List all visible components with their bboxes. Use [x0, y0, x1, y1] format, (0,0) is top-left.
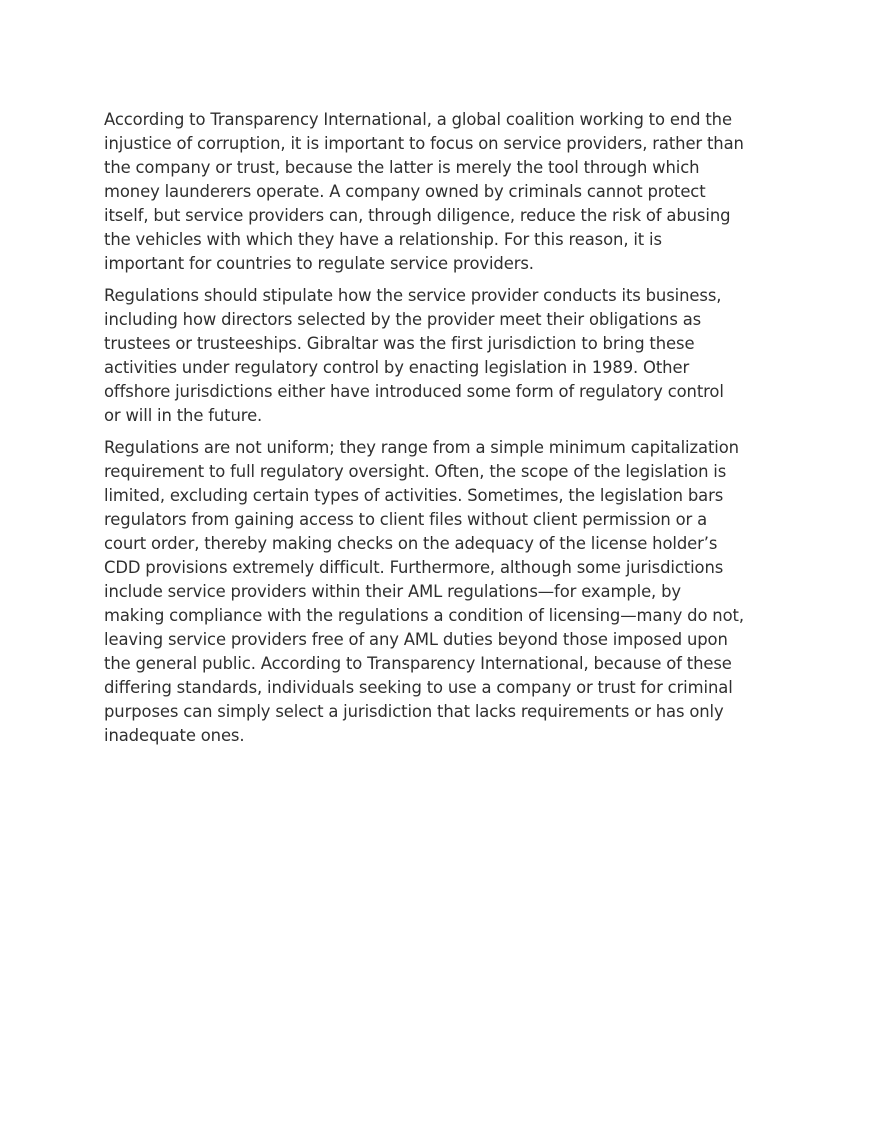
paragraph-regulation-stipulations: Regulations should stipulate how the service provider conducts its business, including how directors selected by the provider meet their obligations as trustees or trusteeships. Gibraltar was the first jurisdiction to bring these activities under regulatory control by enacting legislation in 1989. Other offshore jurisdictions either have introduced some form of regulatory control or will in the future. — [104, 286, 724, 425]
paragraph-service-provider-focus: According to Transparency International, a global coalition working to end the injustice of corruption, it is important to focus on service providers, rather than the company or trust, because the latter is merely the tool through which money launderers operate. A company owned by criminals cannot protect itself, but service providers can, through diligence, reduce the risk of abusing the vehicles with which they have a relationship. For this reason, it is important for countries to regulate service providers. — [104, 110, 744, 273]
paragraph-regulations-not-uniform: Regulations are not uniform; they range from a simple minimum capitalization requirement to full regulatory oversight. Often, the scope of the legislation is limited, excluding certain types of activities. Sometimes, the legislation bars regulators from gaining access to client files without client permission or a court order, thereby making checks on the adequacy of the license holder’s CDD provisions extremely difficult. Furthermore, although some jurisdictions include service providers within their AML regulations—for example, by making compliance with the regulations a condition of licensing—many do not, leaving service providers free of any AML duties beyond those imposed upon the general public. According to Transparency International, because of these differing standards, individuals seeking to use a company or trust for criminal purposes can simply select a jurisdiction that lacks requirements or has only inadequate ones. — [104, 438, 744, 745]
document-body — [104, 108, 744, 756]
